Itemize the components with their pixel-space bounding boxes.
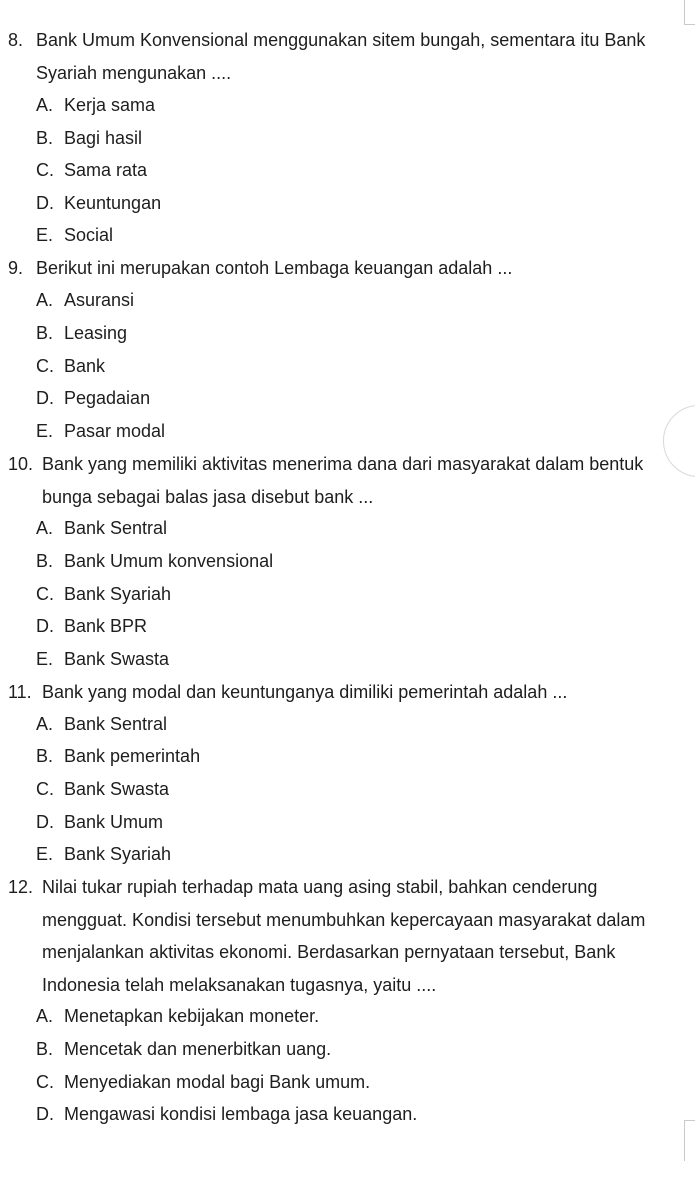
option-text: Bank xyxy=(64,356,106,376)
option-10d xyxy=(36,610,147,643)
option-9c xyxy=(36,350,105,383)
option-letter: D. xyxy=(36,616,54,636)
question-number: 8. xyxy=(8,30,24,50)
option-text: Bank Syariah xyxy=(64,584,172,604)
option-text: Bank pemerintah xyxy=(64,746,201,766)
option-letter: B. xyxy=(36,746,54,766)
option-letter: A. xyxy=(36,290,54,310)
option-text: Mengawasi kondisi lembaga jasa keuangan. xyxy=(64,1104,418,1124)
option-text: Pasar modal xyxy=(64,421,166,441)
option-9a xyxy=(36,284,134,317)
question-text: Nilai tukar rupiah terhadap mata uang asing stabil, bahkan cenderung mengguat. Kondisi tersebut menumbuhkan kepercayaan masyarakat dalam menjalankan aktivitas ekonomi. Berdasarkan pernyataan tersebut, Bank Indonesia telah melaksanakan tugasnya, yaitu .... xyxy=(42,877,646,995)
option-text: Menetapkan kebijakan moneter. xyxy=(64,1006,320,1026)
option-letter: D. xyxy=(36,812,54,832)
option-letter: D. xyxy=(36,388,54,408)
question-number: 10. xyxy=(8,454,34,474)
option-8a xyxy=(36,89,155,122)
option-10c xyxy=(36,578,171,611)
question-11 xyxy=(8,676,678,709)
option-letter: C. xyxy=(36,779,54,799)
option-text: Menyediakan modal bagi Bank umum. xyxy=(64,1072,371,1092)
option-text: Social xyxy=(64,225,114,245)
option-11d xyxy=(36,806,163,839)
option-12a xyxy=(36,1000,319,1033)
option-letter: B. xyxy=(36,323,54,343)
option-letter: A. xyxy=(36,714,54,734)
option-text: Pegadaian xyxy=(64,388,151,408)
option-text: Sama rata xyxy=(64,160,148,180)
option-12c xyxy=(36,1066,370,1099)
option-text: Bank Umum konvensional xyxy=(64,551,274,571)
option-letter: E. xyxy=(36,225,54,245)
question-text: Bank yang modal dan keuntunganya dimiliki pemerintah adalah ... xyxy=(42,682,568,702)
option-letter: C. xyxy=(36,584,54,604)
option-letter: D. xyxy=(36,1104,54,1124)
option-letter: A. xyxy=(36,1006,54,1026)
option-8d xyxy=(36,187,161,220)
question-number: 11. xyxy=(8,682,32,702)
page-edge-mark-bottom xyxy=(684,1120,695,1161)
option-11c xyxy=(36,773,169,806)
option-text: Kerja sama xyxy=(64,95,156,115)
option-10b xyxy=(36,545,273,578)
option-8b xyxy=(36,122,142,155)
option-8c xyxy=(36,154,147,187)
option-letter: B. xyxy=(36,551,54,571)
option-text: Bank Syariah xyxy=(64,844,172,864)
option-10e xyxy=(36,643,169,676)
option-text: Mencetak dan menerbitkan uang. xyxy=(64,1039,332,1059)
option-text: Bank Umum xyxy=(64,812,164,832)
question-text: Berikut ini merupakan contoh Lembaga keuangan adalah ... xyxy=(36,258,513,278)
option-letter: B. xyxy=(36,1039,54,1059)
question-12 xyxy=(8,871,678,1001)
option-9b xyxy=(36,317,127,350)
option-9d xyxy=(36,382,150,415)
option-text: Keuntungan xyxy=(64,193,162,213)
option-letter: C. xyxy=(36,356,54,376)
option-12b xyxy=(36,1033,331,1066)
option-text: Bank Swasta xyxy=(64,649,170,669)
question-number: 12. xyxy=(8,877,34,897)
option-text: Bagi hasil xyxy=(64,128,143,148)
option-8e xyxy=(36,219,113,252)
question-number: 9. xyxy=(8,258,24,278)
page-edge-mark-top xyxy=(684,0,695,25)
option-letter: D. xyxy=(36,193,54,213)
option-text: Leasing xyxy=(64,323,128,343)
option-letter: E. xyxy=(36,844,54,864)
option-letter: E. xyxy=(36,421,54,441)
question-8 xyxy=(8,24,678,89)
question-10 xyxy=(8,448,678,513)
option-letter: C. xyxy=(36,160,54,180)
option-letter: A. xyxy=(36,518,54,538)
question-text: Bank yang memiliki aktivitas menerima dana dari masyarakat dalam bentuk bunga sebagai balas jasa disebut bank ... xyxy=(42,454,644,507)
option-11b xyxy=(36,740,200,773)
option-text: Asuransi xyxy=(64,290,135,310)
option-11a xyxy=(36,708,167,741)
question-9 xyxy=(8,252,678,285)
option-letter: C. xyxy=(36,1072,54,1092)
question-text: Bank Umum Konvensional menggunakan sitem bungah, sementara itu Bank Syariah mengunakan .... xyxy=(36,30,646,83)
option-letter: A. xyxy=(36,95,54,115)
option-text: Bank Swasta xyxy=(64,779,170,799)
option-9e xyxy=(36,415,165,448)
option-text: Bank Sentral xyxy=(64,518,168,538)
option-text: Bank Sentral xyxy=(64,714,168,734)
option-letter: E. xyxy=(36,649,54,669)
option-text: Bank BPR xyxy=(64,616,148,636)
option-11e xyxy=(36,838,171,871)
option-letter: B. xyxy=(36,128,54,148)
option-10a xyxy=(36,512,167,545)
option-12d xyxy=(36,1098,417,1131)
